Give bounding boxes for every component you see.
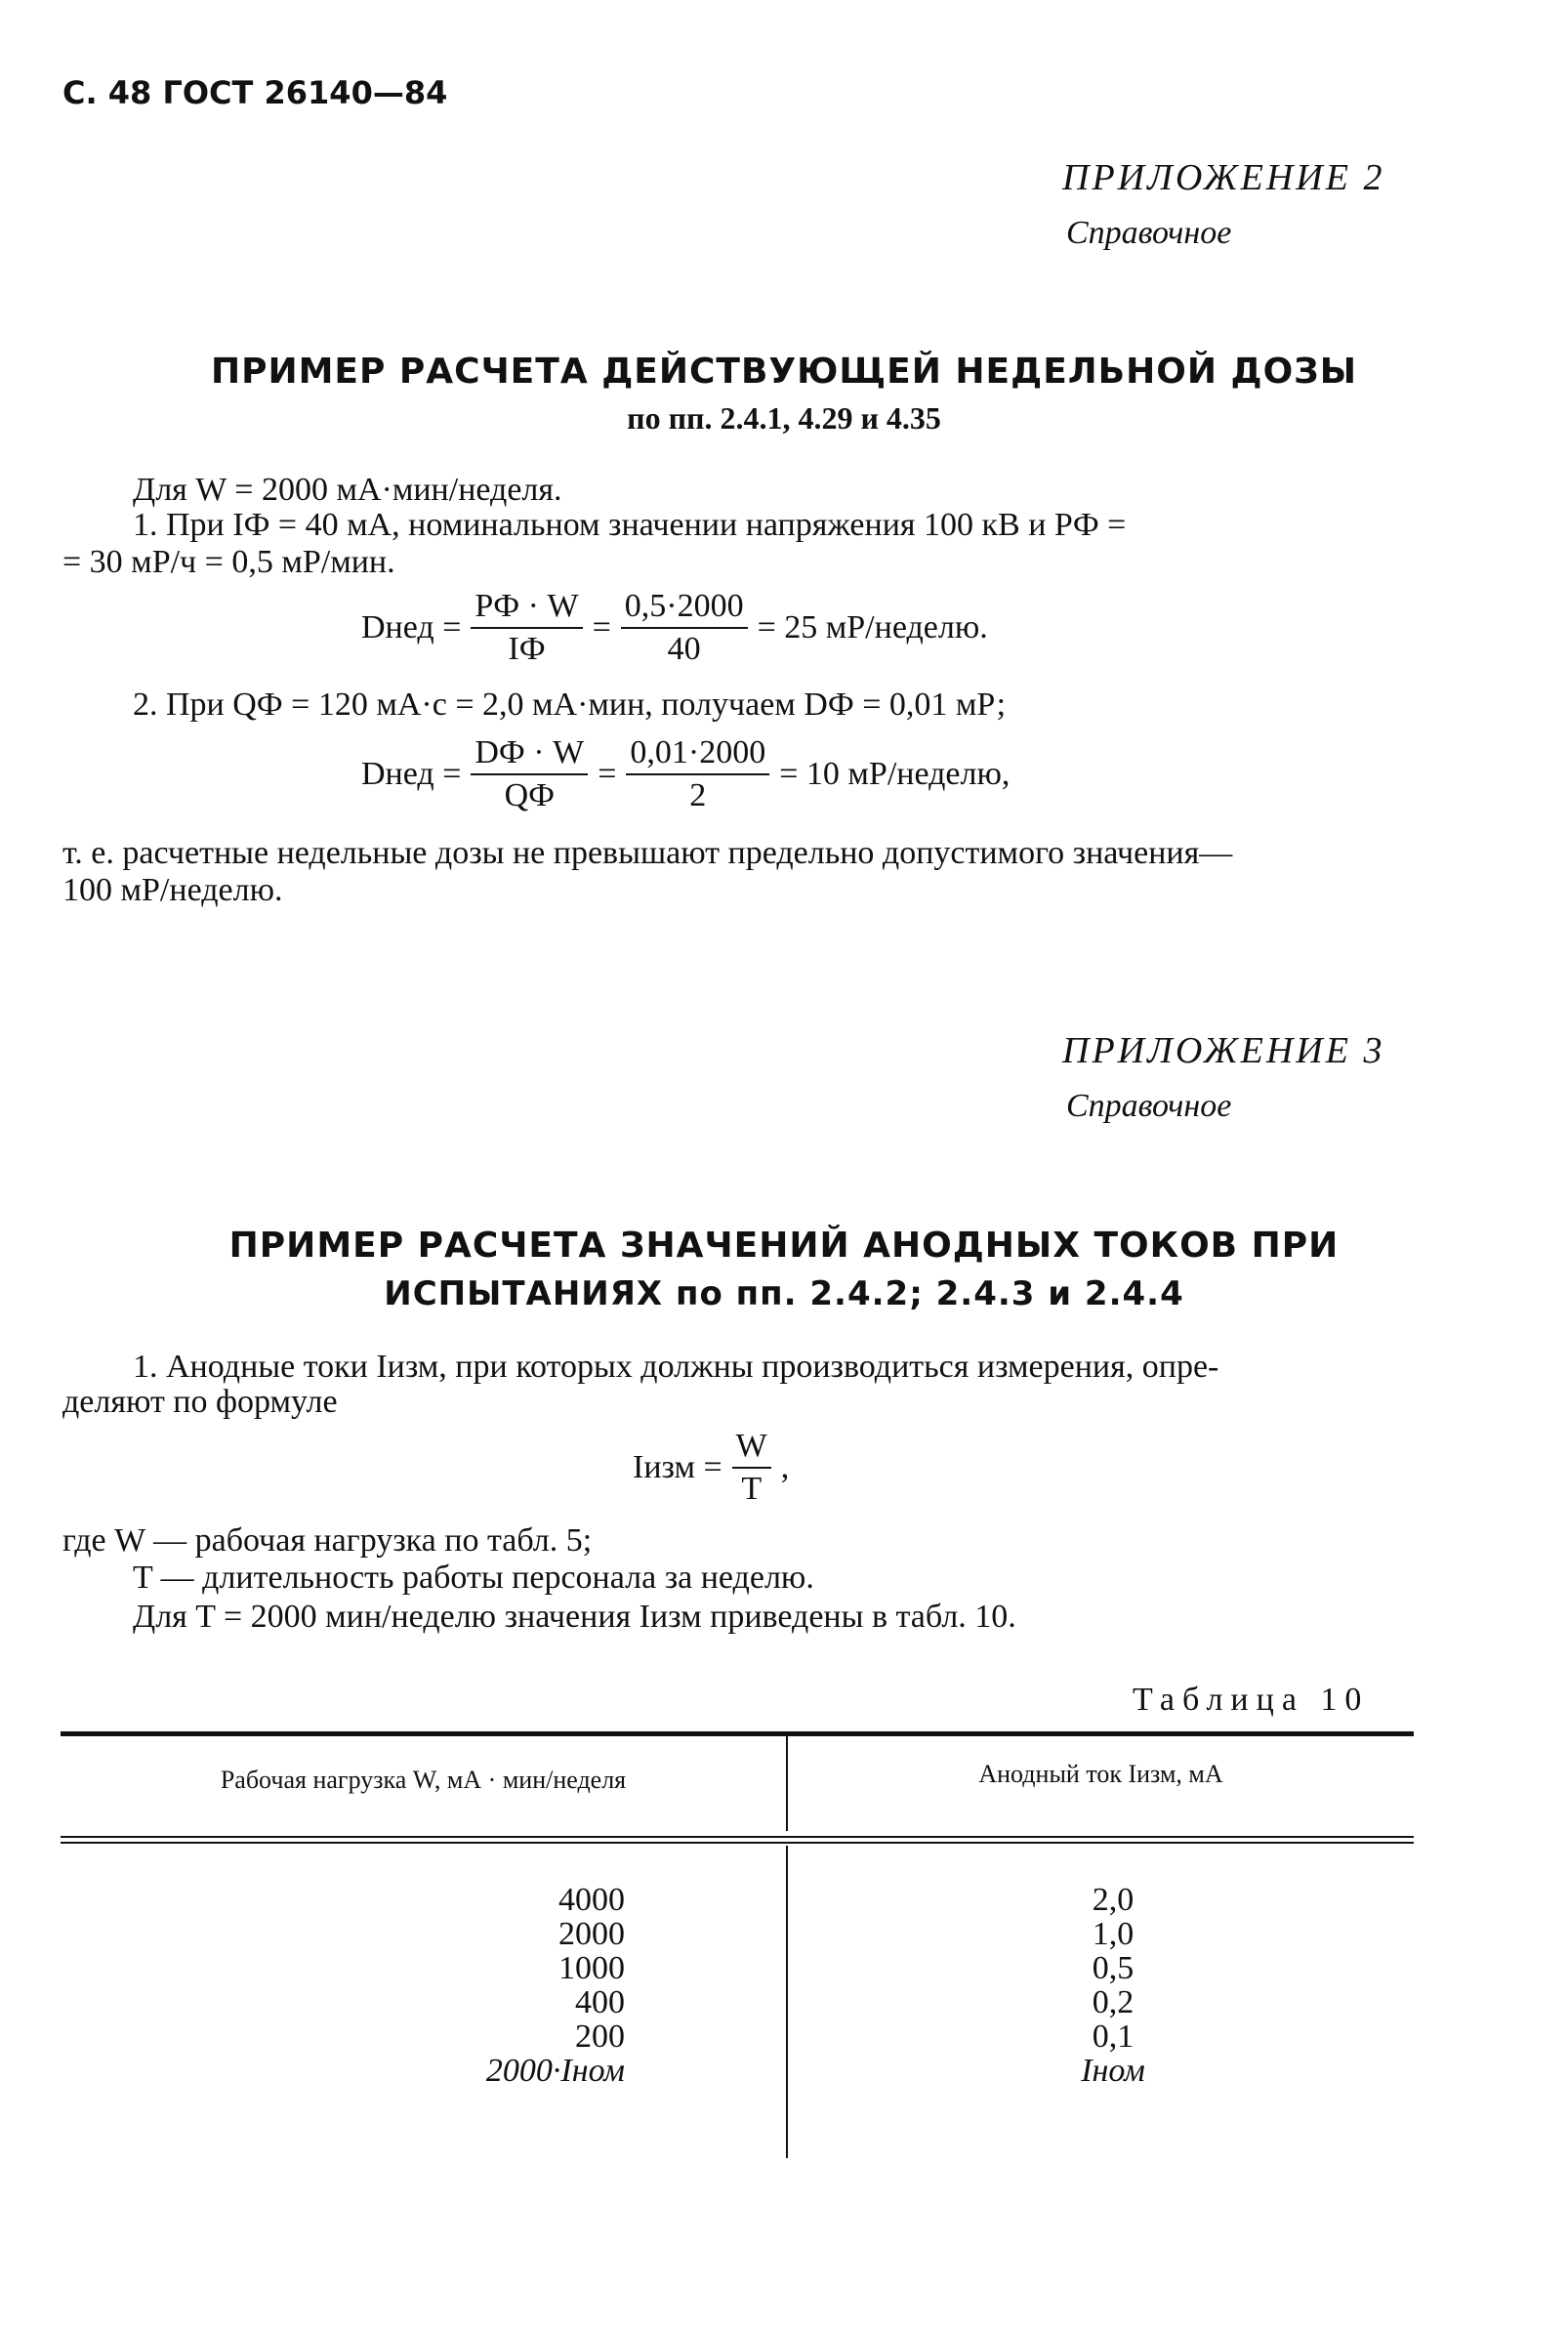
formula-2-denominator-b: 2 [689, 777, 707, 813]
appendix-2-sublabel: Справочное [1066, 215, 1232, 251]
table-cell-workload: 2000·Iном [485, 2053, 625, 2089]
table-cell-anode-current: 2,0 [1092, 1882, 1135, 1918]
appendix-3-title-line-2: ИСПЫТАНИЯХ по пп. 2.4.2; 2.4.3 и 2.4.4 [384, 1274, 1184, 1313]
table-cell-anode-current: 0,1 [1092, 2018, 1135, 2055]
table-cell-anode-current: Iном [1081, 2053, 1145, 2089]
formula-1-denominator-a: IФ [508, 631, 546, 667]
formula-1-lhs: Dнед = [361, 609, 462, 645]
appendix-2-para-2-line-2: = 30 мР/ч = 0,5 мР/мин. [62, 544, 395, 580]
formula-2-numerator-a: DФ · W [471, 734, 588, 775]
table-cell-workload: 4000 [558, 1882, 625, 1918]
formula-3-lhs: Iизм = [633, 1449, 722, 1485]
formula-3-denominator: T [741, 1471, 763, 1507]
formula-weekly-dose-1 [361, 588, 988, 668]
appendix-3-para-1-line-1: 1. Анодные токи Iизм, при которых должны производиться измерения, опре- [133, 1349, 1219, 1385]
formula-3-fraction [732, 1428, 771, 1508]
appendix-3-para-2: Для T = 2000 мин/неделю значения Iизм приведены в табл. 10. [133, 1599, 1016, 1635]
table-cell-workload: 2000 [558, 1916, 625, 1952]
appendix-2-para-1: Для W = 2000 мА·мин/неделя. [133, 472, 562, 508]
formula-2-result: = 10 мР/неделю, [779, 756, 1011, 792]
formula-1-numerator-a: PФ · W [471, 588, 582, 629]
formula-1-fraction-b [621, 588, 748, 668]
appendix-2-label: ПРИЛОЖЕНИЕ 2 [1062, 157, 1385, 198]
formula-2-fraction-b [626, 734, 769, 814]
appendix-2-para-4-line-1: т. е. расчетные недельные дозы не превышают предельно допустимого значения— [62, 835, 1233, 871]
appendix-3-title-line-1: ПРИМЕР РАСЧЕТА ЗНАЧЕНИЙ АНОДНЫХ ТОКОВ ПРИ [228, 1226, 1340, 1266]
formula-2-numerator-b: 0,01·2000 [626, 734, 769, 775]
formula-3-numerator: W [732, 1428, 771, 1469]
table-cell-anode-current: 1,0 [1092, 1916, 1135, 1952]
appendix-3-label: ПРИЛОЖЕНИЕ 3 [1062, 1030, 1385, 1071]
formula-1-result: = 25 мР/неделю. [757, 609, 988, 645]
appendix-3-para-1-line-2: деляют по формуле [62, 1384, 338, 1420]
formula-2-lhs: Dнед = [361, 756, 462, 792]
formula-anode-current [633, 1428, 789, 1508]
table-cell-anode-current: 0,5 [1092, 1950, 1135, 1986]
page-header: С. 48 ГОСТ 26140—84 [62, 74, 448, 111]
formula-1-denominator-b: 40 [667, 631, 701, 667]
formula-1-numerator-b: 0,5·2000 [621, 588, 748, 629]
appendix-2-para-3: 2. При QФ = 120 мА·с = 2,0 мА·мин, получаем DФ = 0,01 мР; [133, 687, 1007, 723]
formula-2-denominator-a: QФ [504, 777, 555, 813]
table-10-caption: Таблица 10 [1133, 1682, 1370, 1718]
appendix-2-para-2-line-1: 1. При IФ = 40 мА, номинальном значении напряжения 100 кВ и PФ = [133, 507, 1127, 543]
table-header-rule-1 [61, 1836, 1414, 1838]
formula-1-fraction-a [471, 588, 582, 668]
table-cell-workload: 400 [575, 1984, 625, 2020]
appendix-2-subtitle: по пп. 2.4.1, 4.29 и 4.35 [627, 400, 941, 436]
table-cell-anode-current: 0,2 [1092, 1984, 1135, 2020]
table-header-rule-2 [61, 1842, 1414, 1844]
formula-2-fraction-a [471, 734, 588, 814]
formula-3-tail: , [780, 1449, 790, 1485]
appendix-3-sublabel: Справочное [1066, 1088, 1232, 1124]
table-header-workload: Рабочая нагрузка W, мА · мин/неделя [220, 1766, 627, 1794]
table-header-anode-current: Анодный ток Iизм, мА [978, 1760, 1223, 1788]
table-cell-workload: 200 [575, 2018, 625, 2055]
formula-2-equals: = [598, 756, 617, 792]
table-cell-workload: 1000 [558, 1950, 625, 1986]
table-body-divider [786, 1846, 788, 2158]
table-top-rule [61, 1731, 1414, 1736]
formula-1-equals: = [592, 609, 611, 645]
appendix-3-where-1: где W — рабочая нагрузка по табл. 5; [62, 1522, 593, 1559]
appendix-2-title: ПРИМЕР РАСЧЕТА ДЕЙСТВУЮЩЕЙ НЕДЕЛЬНОЙ ДОЗЫ [210, 352, 1358, 392]
appendix-2-para-4-line-2: 100 мР/неделю. [62, 872, 283, 908]
formula-weekly-dose-2 [361, 734, 1010, 814]
appendix-3-where-2: T — длительность работы персонала за неделю. [133, 1560, 814, 1596]
